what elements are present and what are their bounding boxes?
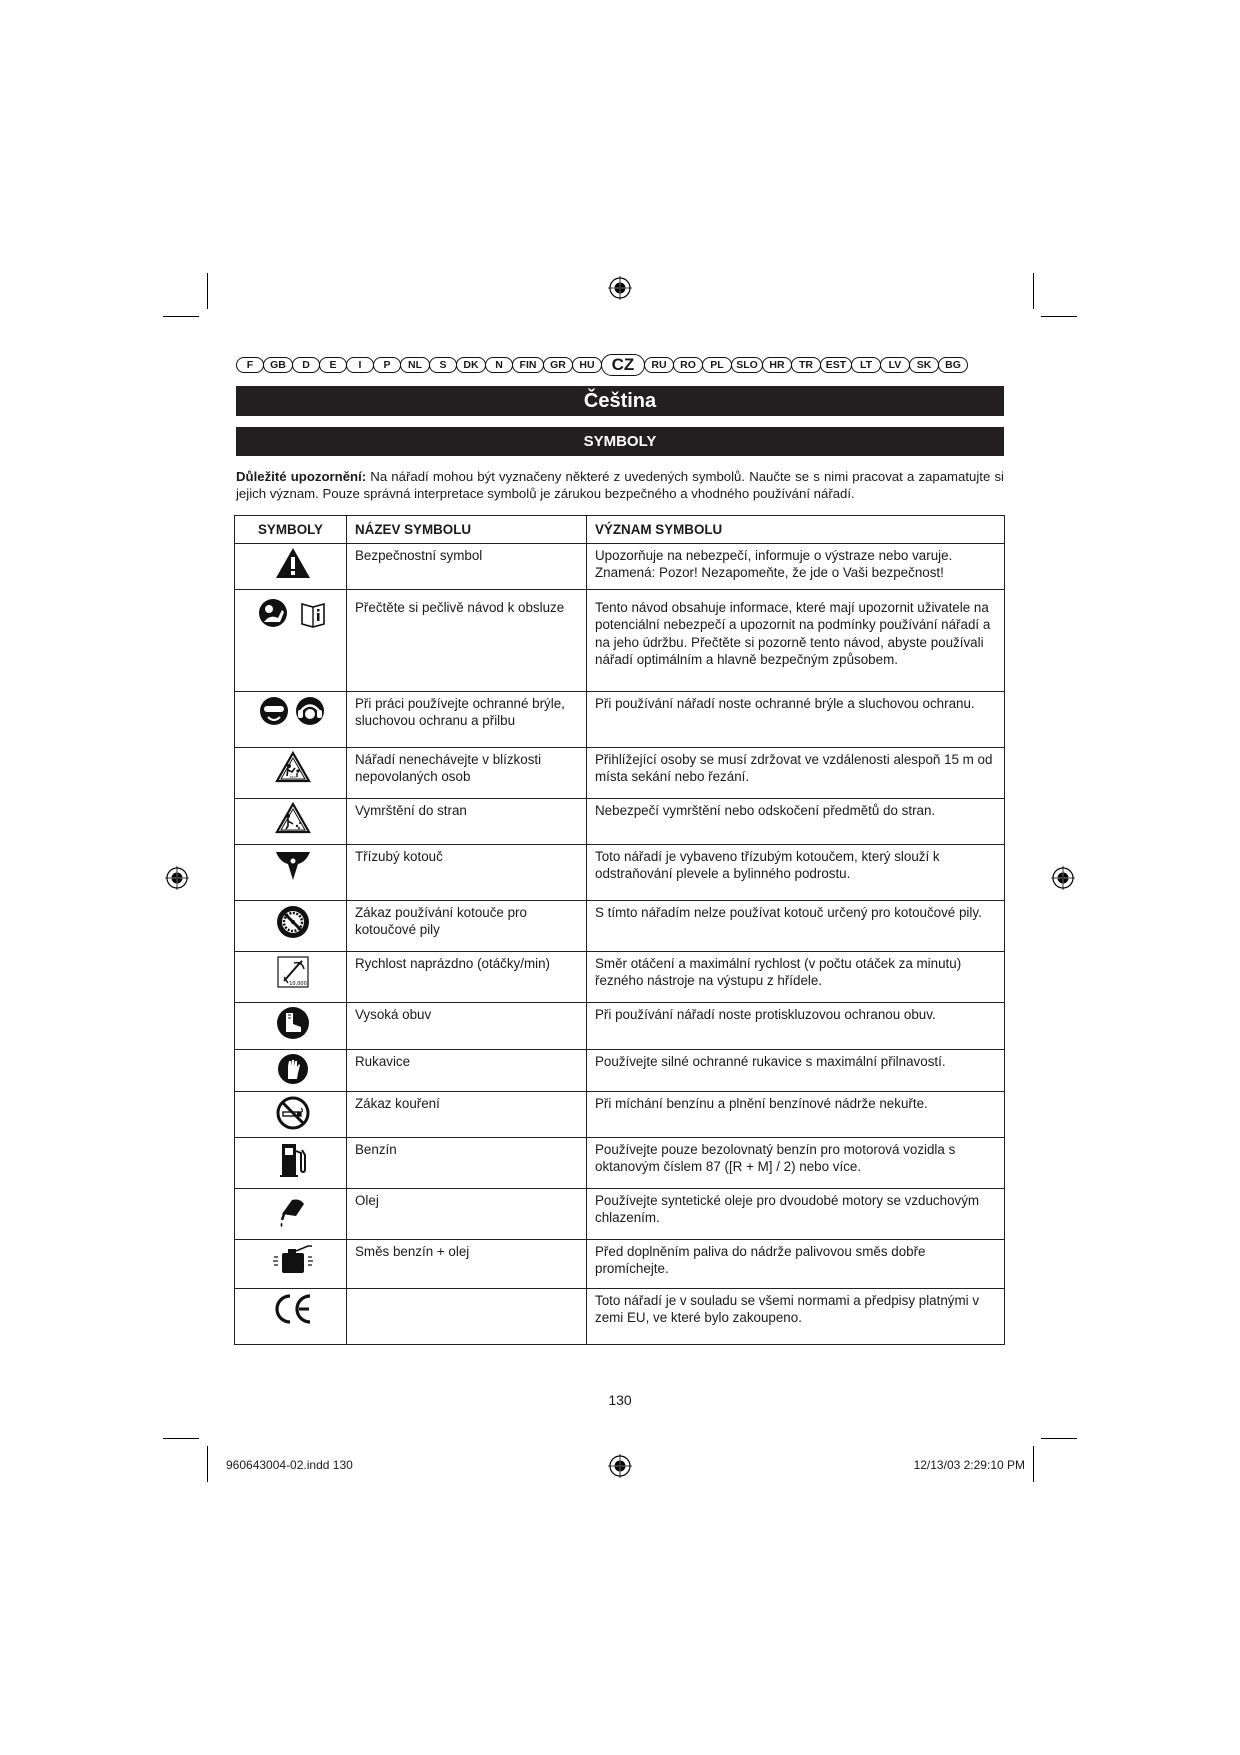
page-title: Čeština xyxy=(236,386,1004,416)
fuel-mix-icon xyxy=(270,1243,316,1277)
language-tab-pl[interactable]: PL xyxy=(702,357,732,373)
crop-mark xyxy=(1033,273,1034,309)
warning-triangle-icon xyxy=(275,547,311,579)
keep-bystanders-away-icon xyxy=(275,751,311,783)
symbol-name: Bezpečnostní symbol xyxy=(347,543,587,589)
crop-mark xyxy=(207,1446,208,1482)
symbol-meaning: Používejte syntetické oleje pro dvoudobé motory se vzduchovým chlazením. xyxy=(587,1188,1005,1239)
symbol-cell xyxy=(235,691,347,747)
read-manual-icon xyxy=(258,598,328,632)
protective-gear-icon xyxy=(258,695,328,727)
symbol-cell xyxy=(235,844,347,900)
language-tab-nl[interactable]: NL xyxy=(400,357,430,373)
symbol-cell xyxy=(235,589,347,691)
symbol-meaning: Upozorňuje na nebezpečí, informuje o výstraze nebo varuje. Znamená: Pozor! Nezapomeňte, že jde o Vaši bezpečnost! xyxy=(587,543,1005,589)
table-row xyxy=(235,691,1005,747)
symbol-cell xyxy=(235,1137,347,1188)
thrown-objects-icon xyxy=(275,802,311,834)
table-row xyxy=(235,1049,1005,1091)
table-row xyxy=(235,747,1005,798)
language-tab-tr[interactable]: TR xyxy=(791,357,821,373)
language-tab-hr[interactable]: HR xyxy=(762,357,792,373)
symbol-meaning: Při používání nářadí noste ochranné brýle a sluchovou ochranu. xyxy=(587,691,1005,747)
registration-mark-icon xyxy=(165,866,189,890)
language-tab-gr[interactable]: GR xyxy=(543,357,573,373)
symbol-meaning: Přihlížející osoby se musí zdržovat ve vzdálenosti alespoň 15 m od místa sekání nebo řezání. xyxy=(587,747,1005,798)
language-tab-e[interactable]: E xyxy=(319,357,347,373)
symbol-name: Nářadí nenechávejte v blízkosti nepovolaných osob xyxy=(347,747,587,798)
symbol-name xyxy=(347,1288,587,1344)
symbol-cell xyxy=(235,543,347,589)
boots-icon xyxy=(276,1006,310,1040)
symbol-name: Zákaz používání kotouče pro kotoučové pily xyxy=(347,900,587,951)
footer-timestamp: 12/13/03 2:29:10 PM xyxy=(913,1458,1025,1472)
symbol-name: Vymrštění do stran xyxy=(347,798,587,844)
symbol-meaning: Toto nářadí je v souladu se všemi normami a předpisy platnými v zemi EU, ve které bylo zakoupeno. xyxy=(587,1288,1005,1344)
symbol-cell xyxy=(235,951,347,1002)
table-row xyxy=(235,1091,1005,1137)
registration-mark-icon xyxy=(608,276,632,300)
symbol-cell xyxy=(235,900,347,951)
language-tab-d[interactable]: D xyxy=(292,357,320,373)
table-row xyxy=(235,1188,1005,1239)
column-header-symbols: SYMBOLY xyxy=(235,516,347,544)
symbol-cell xyxy=(235,798,347,844)
symbol-name: Vysoká obuv xyxy=(347,1002,587,1049)
idle-speed-icon xyxy=(276,955,310,989)
symbol-name: Rychlost naprázdno (otáčky/min) xyxy=(347,951,587,1002)
no-saw-blade-icon xyxy=(275,904,311,940)
language-tab-fin[interactable]: FIN xyxy=(512,357,544,373)
oil-can-icon xyxy=(276,1192,310,1230)
symbol-name: Přečtěte si pečlivě návod k obsluze xyxy=(347,589,587,691)
table-row xyxy=(235,589,1005,691)
three-tooth-blade-icon xyxy=(274,848,312,882)
language-tab-i[interactable]: I xyxy=(346,357,374,373)
symbol-cell xyxy=(235,1091,347,1137)
crop-mark xyxy=(1041,316,1077,317)
language-tab-ru[interactable]: RU xyxy=(644,357,674,373)
symbol-cell xyxy=(235,1049,347,1091)
symbol-cell xyxy=(235,1188,347,1239)
language-tab-bg[interactable]: BG xyxy=(938,357,968,373)
language-tab-hu[interactable]: HU xyxy=(572,357,602,373)
intro-lead: Důležité upozornění: xyxy=(236,469,367,484)
symbol-meaning: Toto nářadí je vybaveno třízubým kotoučem, který slouží k odstraňování plevele a bylinného podrostu. xyxy=(587,844,1005,900)
section-title: SYMBOLY xyxy=(236,427,1004,456)
language-tab-s[interactable]: S xyxy=(429,357,457,373)
symbol-cell xyxy=(235,1288,347,1344)
crop-mark xyxy=(163,316,199,317)
symbol-name: Rukavice xyxy=(347,1049,587,1091)
table-row xyxy=(235,1137,1005,1188)
table-header-row xyxy=(235,516,1005,544)
symbol-name: Olej xyxy=(347,1188,587,1239)
symbol-name: Třízubý kotouč xyxy=(347,844,587,900)
language-tab-n[interactable]: N xyxy=(485,357,513,373)
intro-paragraph xyxy=(236,468,1004,502)
registration-mark-icon xyxy=(1051,866,1075,890)
registration-mark-icon xyxy=(608,1454,632,1478)
table-row xyxy=(235,1239,1005,1288)
table-row xyxy=(235,844,1005,900)
language-tab-cz[interactable]: CZ xyxy=(601,354,645,376)
intro-text: Na nářadí mohou být vyznačeny některé z uvedených symbolů. Naučte se s nimi pracovat a zapamatujte si jejich význam. Pouze správná interpretace symbolů je zárukou bezpečného a vhodného používání nářadí. xyxy=(236,469,1004,501)
language-tab-est[interactable]: EST xyxy=(820,357,852,373)
language-tab-f[interactable]: F xyxy=(236,357,264,373)
language-selector xyxy=(236,354,1004,376)
symbol-meaning: Nebezpečí vymrštění nebo odskočení předmětů do stran. xyxy=(587,798,1005,844)
table-row xyxy=(235,900,1005,951)
column-header-name: NÁZEV SYMBOLU xyxy=(347,516,587,544)
language-tab-ro[interactable]: RO xyxy=(673,357,703,373)
symbol-meaning: Tento návod obsahuje informace, které mají upozornit uživatele na potenciální nebezpečí a upozornit na podmínky používání nářadí a na jeho údržbu. Přečtěte si pozorně tento návod, abyste používali nářadí optimálním a hlavně bezpečným způsobem. xyxy=(587,589,1005,691)
symbol-cell xyxy=(235,1239,347,1288)
language-tab-lt[interactable]: LT xyxy=(851,357,881,373)
symbol-meaning: S tímto nářadím nelze používat kotouč určený pro kotoučové pily. xyxy=(587,900,1005,951)
table-row xyxy=(235,543,1005,589)
crop-mark xyxy=(1033,1446,1034,1482)
symbol-name: Benzín xyxy=(347,1137,587,1188)
table-row xyxy=(235,1288,1005,1344)
language-tab-dk[interactable]: DK xyxy=(456,357,486,373)
language-tab-slo[interactable]: SLO xyxy=(731,357,763,373)
symbol-name: Při práci používejte ochranné brýle, sluchovou ochranu a přilbu xyxy=(347,691,587,747)
footer-file: 960643004-02.indd 130 xyxy=(226,1458,353,1472)
crop-mark xyxy=(207,273,208,309)
idle-speed-value: 10,000 xyxy=(288,980,307,987)
no-smoking-icon xyxy=(275,1095,311,1131)
gloves-icon xyxy=(277,1053,309,1085)
symbol-meaning: Používejte pouze bezolovnatý benzín pro motorová vozidla s oktanovým číslem 87 ([R + M] / 2) nebo více. xyxy=(587,1137,1005,1188)
symbol-meaning: Při používání nářadí noste protiskluzovou ochranou obuv. xyxy=(587,1002,1005,1049)
symbol-cell xyxy=(235,1002,347,1049)
ce-mark-icon xyxy=(271,1292,315,1326)
page-number: 130 xyxy=(608,1392,632,1408)
table-row xyxy=(235,1002,1005,1049)
crop-mark xyxy=(1041,1438,1077,1439)
symbol-meaning: Používejte silné ochranné rukavice s maximální přilnavostí. xyxy=(587,1049,1005,1091)
table-row xyxy=(235,798,1005,844)
symbol-name: Zákaz kouření xyxy=(347,1091,587,1137)
symbol-meaning: Směr otáčení a maximální rychlost (v počtu otáček za minutu) řezného nástroje na výstupu z hřídele. xyxy=(587,951,1005,1002)
table-row xyxy=(235,951,1005,1002)
symbol-name: Směs benzín + olej xyxy=(347,1239,587,1288)
language-tab-p[interactable]: P xyxy=(373,357,401,373)
language-tab-sk[interactable]: SK xyxy=(909,357,939,373)
symbols-table xyxy=(234,515,1005,1345)
language-tab-gb[interactable]: GB xyxy=(263,357,293,373)
fuel-pump-icon xyxy=(278,1141,308,1179)
language-tab-lv[interactable]: LV xyxy=(880,357,910,373)
svg-text:15m: 15m xyxy=(289,774,296,779)
symbol-cell xyxy=(235,747,347,798)
symbol-meaning: Při míchání benzínu a plnění benzínové nádrže nekuřte. xyxy=(587,1091,1005,1137)
crop-mark xyxy=(163,1438,199,1439)
column-header-meaning: VÝZNAM SYMBOLU xyxy=(587,516,1005,544)
symbol-meaning: Před doplněním paliva do nádrže palivovou směs dobře promíchejte. xyxy=(587,1239,1005,1288)
